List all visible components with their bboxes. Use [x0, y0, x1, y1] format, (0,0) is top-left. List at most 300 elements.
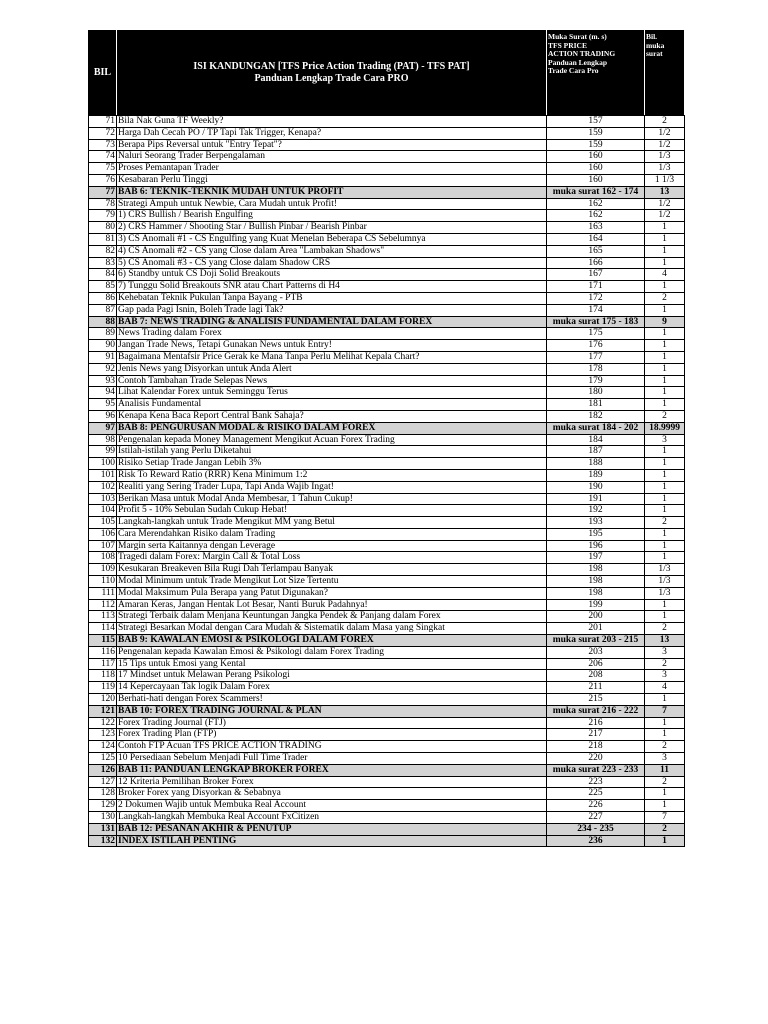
- row-page: 177: [547, 351, 645, 363]
- row-page-count: 7: [645, 812, 685, 824]
- row-number: 83: [89, 257, 117, 269]
- row-number: 94: [89, 387, 117, 399]
- row-number: 80: [89, 222, 117, 234]
- row-page: 216: [547, 717, 645, 729]
- row-page-count: 1/2: [645, 210, 685, 222]
- row-number: 72: [89, 127, 117, 139]
- row-page: 175: [547, 328, 645, 340]
- table-row: [89, 222, 685, 234]
- row-title: Forex Trading Journal (FTJ): [117, 717, 547, 729]
- row-number: 73: [89, 139, 117, 151]
- row-title: Amaran Keras, Jangan Hentak Lot Besar, Nanti Buruk Padahnya!: [117, 599, 547, 611]
- row-page-count: 1: [645, 245, 685, 257]
- row-page: 198: [547, 576, 645, 588]
- row-number: 105: [89, 517, 117, 529]
- row-title: Forex Trading Plan (FTP): [117, 729, 547, 741]
- row-page-count: 1: [645, 363, 685, 375]
- row-number: 89: [89, 328, 117, 340]
- row-title: Tragedi dalam Forex: Margin Call & Total Loss: [117, 552, 547, 564]
- header-page-column: [547, 31, 645, 116]
- row-number: 114: [89, 623, 117, 635]
- row-page: 234 - 235: [547, 823, 645, 835]
- header-bil: BIL: [89, 31, 117, 116]
- row-number: 79: [89, 210, 117, 222]
- row-page: 162: [547, 198, 645, 210]
- row-page-count: 1/2: [645, 139, 685, 151]
- table-row: [89, 375, 685, 387]
- table-row: [89, 552, 685, 564]
- row-number: 95: [89, 399, 117, 411]
- table-row: [89, 599, 685, 611]
- chapter-row: [89, 835, 685, 847]
- row-title: BAB 11: PANDUAN LENGKAP BROKER FOREX: [117, 764, 547, 776]
- row-number: 100: [89, 458, 117, 470]
- row-number: 106: [89, 528, 117, 540]
- row-number: 103: [89, 493, 117, 505]
- row-page: 198: [547, 564, 645, 576]
- table-row: [89, 116, 685, 128]
- table-row: [89, 564, 685, 576]
- table-row: [89, 800, 685, 812]
- row-title: Risiko Setiap Trade Jangan Lebih 3%: [117, 458, 547, 470]
- header-title: [117, 31, 547, 116]
- row-number: 84: [89, 269, 117, 281]
- row-number: 107: [89, 540, 117, 552]
- row-number: 128: [89, 788, 117, 800]
- table-row: [89, 163, 685, 175]
- row-page: 199: [547, 599, 645, 611]
- row-page-count: 2: [645, 823, 685, 835]
- row-title: Langkah-langkah untuk Trade Mengikut MM yang Betul: [117, 517, 547, 529]
- table-row: [89, 517, 685, 529]
- row-page: muka surat 184 - 202: [547, 422, 645, 434]
- table-row: [89, 458, 685, 470]
- row-title: 1) CRS Bullish / Bearish Engulfing: [117, 210, 547, 222]
- header-page-line: TFS PRICE: [548, 40, 587, 50]
- row-page-count: 4: [645, 682, 685, 694]
- table-row: [89, 304, 685, 316]
- table-row: [89, 694, 685, 706]
- row-page: 217: [547, 729, 645, 741]
- row-page-count: 2: [645, 410, 685, 422]
- table-row: [89, 658, 685, 670]
- row-page: 197: [547, 552, 645, 564]
- row-title: Realiti yang Sering Trader Lupa, Tapi Anda Wajib Ingat!: [117, 481, 547, 493]
- table-row: [89, 528, 685, 540]
- row-page: 215: [547, 694, 645, 706]
- row-number: 76: [89, 174, 117, 186]
- row-page-count: 1: [645, 399, 685, 411]
- row-page: 178: [547, 363, 645, 375]
- chapter-row: [89, 823, 685, 835]
- table-row: [89, 245, 685, 257]
- table-row: [89, 198, 685, 210]
- row-number: 92: [89, 363, 117, 375]
- row-title: Kesukaran Breakeven Bila Rugi Dah Terlampau Banyak: [117, 564, 547, 576]
- row-number: 75: [89, 163, 117, 175]
- table-row: [89, 210, 685, 222]
- row-number: 90: [89, 340, 117, 352]
- row-page: 198: [547, 587, 645, 599]
- row-page: 203: [547, 646, 645, 658]
- row-number: 127: [89, 776, 117, 788]
- row-number: 124: [89, 741, 117, 753]
- row-page: 211: [547, 682, 645, 694]
- row-number: 120: [89, 694, 117, 706]
- row-page-count: 1/3: [645, 151, 685, 163]
- row-number: 101: [89, 469, 117, 481]
- row-number: 104: [89, 505, 117, 517]
- row-page-count: 1: [645, 328, 685, 340]
- row-page-count: 1: [645, 304, 685, 316]
- row-page-count: 1/2: [645, 198, 685, 210]
- row-page: 181: [547, 399, 645, 411]
- row-page: 176: [547, 340, 645, 352]
- row-title: Analisis Fundamental: [117, 399, 547, 411]
- row-page: 167: [547, 269, 645, 281]
- row-page-count: 18.9999: [645, 422, 685, 434]
- row-page-count: 1 1/3: [645, 174, 685, 186]
- row-page-count: 1: [645, 505, 685, 517]
- row-title: Margin serta Kaitannya dengan Leverage: [117, 540, 547, 552]
- header-count-column: [645, 31, 685, 116]
- row-page: muka surat 223 - 233: [547, 764, 645, 776]
- row-page: 227: [547, 812, 645, 824]
- row-page-count: 1: [645, 387, 685, 399]
- table-row: [89, 257, 685, 269]
- row-title: Bila Nak Guna TF Weekly?: [117, 116, 547, 128]
- row-page: 174: [547, 304, 645, 316]
- row-number: 99: [89, 446, 117, 458]
- row-page-count: 1: [645, 528, 685, 540]
- table-row: [89, 776, 685, 788]
- row-page-count: 1/3: [645, 564, 685, 576]
- chapter-row: [89, 635, 685, 647]
- row-page: muka surat 175 - 183: [547, 316, 645, 328]
- row-page: 200: [547, 611, 645, 623]
- row-title: Contoh FTP Acuan TFS PRICE ACTION TRADING: [117, 741, 547, 753]
- row-page: 193: [547, 517, 645, 529]
- header-title-line1: ISI KANDUNGAN [TFS Price Action Trading (PAT) - TFS PAT]: [193, 61, 470, 72]
- table-row: [89, 387, 685, 399]
- row-number: 91: [89, 351, 117, 363]
- row-number: 87: [89, 304, 117, 316]
- row-number: 125: [89, 753, 117, 765]
- row-title: Strategi Terbaik dalam Menjana Keuntungan Jangka Pendek & Panjang dalam Forex: [117, 611, 547, 623]
- row-number: 85: [89, 281, 117, 293]
- row-title: Pengenalan kepada Money Management Mengikut Acuan Forex Trading: [117, 434, 547, 446]
- table-row: [89, 434, 685, 446]
- row-title: Harga Dah Cecah PO / TP Tapi Tak Trigger, Kenapa?: [117, 127, 547, 139]
- row-page-count: 2: [645, 658, 685, 670]
- row-title: Lihat Kalendar Forex untuk Seminggu Terus: [117, 387, 547, 399]
- row-page-count: 1: [645, 800, 685, 812]
- row-title: Jenis News yang Disyorkan untuk Anda Alert: [117, 363, 547, 375]
- row-title: BAB 8: PENGURUSAN MODAL & RISIKO DALAM FOREX: [117, 422, 547, 434]
- table-row: [89, 505, 685, 517]
- table-row: [89, 328, 685, 340]
- row-page-count: 1: [645, 458, 685, 470]
- row-number: 111: [89, 587, 117, 599]
- row-page-count: 1: [645, 788, 685, 800]
- row-page: 236: [547, 835, 645, 847]
- row-title: Naluri Seorang Trader Berpengalaman: [117, 151, 547, 163]
- row-page: muka surat 162 - 174: [547, 186, 645, 198]
- table-row: [89, 399, 685, 411]
- row-number: 119: [89, 682, 117, 694]
- row-title: Broker Forex yang Disyorkan & Sebabnya: [117, 788, 547, 800]
- row-page: 163: [547, 222, 645, 234]
- row-page: 164: [547, 233, 645, 245]
- row-page: 157: [547, 116, 645, 128]
- row-page: 196: [547, 540, 645, 552]
- row-page-count: 1: [645, 835, 685, 847]
- row-page-count: 2: [645, 776, 685, 788]
- row-page-count: 1: [645, 340, 685, 352]
- row-page: 159: [547, 139, 645, 151]
- row-page: 190: [547, 481, 645, 493]
- row-page: 162: [547, 210, 645, 222]
- table-row: [89, 493, 685, 505]
- row-page-count: 1: [645, 717, 685, 729]
- row-page: muka surat 203 - 215: [547, 635, 645, 647]
- row-page: 220: [547, 753, 645, 765]
- header-count-line: surat: [646, 49, 663, 58]
- table-row: [89, 269, 685, 281]
- table-row: [89, 646, 685, 658]
- table-row: [89, 469, 685, 481]
- row-title: 2 Dokumen Wajib untuk Membuka Real Account: [117, 800, 547, 812]
- table-row: [89, 410, 685, 422]
- table-row: [89, 340, 685, 352]
- row-page: 182: [547, 410, 645, 422]
- row-page: 184: [547, 434, 645, 446]
- table-row: [89, 611, 685, 623]
- row-page-count: 1: [645, 469, 685, 481]
- row-number: 102: [89, 481, 117, 493]
- row-page-count: 13: [645, 186, 685, 198]
- row-title: Contoh Tambahan Trade Selepas News: [117, 375, 547, 387]
- row-page-count: 1: [645, 446, 685, 458]
- row-page: 191: [547, 493, 645, 505]
- row-title: Pengenalan kepada Kawalan Emosi & Psikologi dalam Forex Trading: [117, 646, 547, 658]
- row-page-count: 3: [645, 434, 685, 446]
- row-page-count: 1: [645, 375, 685, 387]
- row-number: 115: [89, 635, 117, 647]
- row-title: BAB 9: KAWALAN EMOSI & PSIKOLOGI DALAM FOREX: [117, 635, 547, 647]
- row-title: Bagaimana Mentafsir Price Gerak ke Mana Tanpa Perlu Melihat Kepala Chart?: [117, 351, 547, 363]
- row-page: 189: [547, 469, 645, 481]
- row-page-count: 1: [645, 729, 685, 741]
- row-page: 192: [547, 505, 645, 517]
- header-title-line2: Panduan Lengkap Trade Cara PRO: [254, 73, 409, 84]
- row-number: 126: [89, 764, 117, 776]
- row-page-count: 1: [645, 599, 685, 611]
- row-page: muka surat 216 - 222: [547, 705, 645, 717]
- table-row: [89, 812, 685, 824]
- table-header-row: [89, 31, 685, 116]
- row-number: 97: [89, 422, 117, 434]
- row-title: 14 Kepercayaan Tak logik Dalam Forex: [117, 682, 547, 694]
- row-title: Gap pada Pagi Isnin, Boleh Trade lagi Tak?: [117, 304, 547, 316]
- row-title: Berikan Masa untuk Modal Anda Membesar, 1 Tahun Cukup!: [117, 493, 547, 505]
- chapter-row: [89, 705, 685, 717]
- row-title: Risk To Reward Ratio (RRR) Kena Minimum 1:2: [117, 469, 547, 481]
- chapter-row: [89, 764, 685, 776]
- row-page-count: 2: [645, 741, 685, 753]
- row-title: Jangan Trade News, Tetapi Gunakan News untuk Entry!: [117, 340, 547, 352]
- row-title: Kesabaran Perlu Tinggi: [117, 174, 547, 186]
- row-page-count: 3: [645, 753, 685, 765]
- row-page: 187: [547, 446, 645, 458]
- row-page-count: 1: [645, 694, 685, 706]
- table-row: [89, 741, 685, 753]
- row-number: 110: [89, 576, 117, 588]
- row-title: Berapa Pips Reversal untuk "Entry Tepat"?: [117, 139, 547, 151]
- row-number: 132: [89, 835, 117, 847]
- row-title: 3) CS Anomali #1 - CS Engulfing yang Kuat Menelan Beberapa CS Sebelumnya: [117, 233, 547, 245]
- row-title: News Trading dalam Forex: [117, 328, 547, 340]
- row-page-count: 1: [645, 552, 685, 564]
- row-page: 160: [547, 151, 645, 163]
- row-page-count: 2: [645, 623, 685, 635]
- row-page-count: 11: [645, 764, 685, 776]
- row-page-count: 1: [645, 481, 685, 493]
- row-number: 118: [89, 670, 117, 682]
- chapter-row: [89, 186, 685, 198]
- table-of-contents: [88, 30, 685, 847]
- table-row: [89, 753, 685, 765]
- header-count-line: muka: [646, 40, 665, 50]
- row-number: 131: [89, 823, 117, 835]
- table-row: [89, 446, 685, 458]
- row-page: 201: [547, 623, 645, 635]
- row-number: 113: [89, 611, 117, 623]
- row-number: 93: [89, 375, 117, 387]
- header-page-line: Panduan Lengkap: [548, 57, 607, 67]
- row-page-count: 3: [645, 670, 685, 682]
- row-number: 86: [89, 292, 117, 304]
- row-page-count: 1/3: [645, 587, 685, 599]
- row-title: 4) CS Anomali #2 - CS yang Close dalam Area "Lambakan Shadows": [117, 245, 547, 257]
- row-title: Strategi Ampuh untuk Newbie, Cara Mudah untuk Profit!: [117, 198, 547, 210]
- row-title: Modal Maksimum Pula Berapa yang Patut Digunakan?: [117, 587, 547, 599]
- row-title: Modal Minimum untuk Trade Mengikut Lot Size Tertentu: [117, 576, 547, 588]
- table-row: [89, 670, 685, 682]
- row-page-count: 2: [645, 116, 685, 128]
- row-page: 195: [547, 528, 645, 540]
- row-page-count: 1: [645, 540, 685, 552]
- row-page-count: 2: [645, 292, 685, 304]
- row-number: 88: [89, 316, 117, 328]
- chapter-row: [89, 422, 685, 434]
- row-page: 179: [547, 375, 645, 387]
- row-number: 123: [89, 729, 117, 741]
- table-row: [89, 127, 685, 139]
- row-page-count: 1/3: [645, 576, 685, 588]
- row-title: Kenapa Kena Baca Report Central Bank Sahaja?: [117, 410, 547, 422]
- table-row: [89, 682, 685, 694]
- header-page-line: Muka Surat (m. s): [548, 32, 607, 41]
- table-row: [89, 576, 685, 588]
- table-row: [89, 233, 685, 245]
- table-row: [89, 363, 685, 375]
- table-row: [89, 788, 685, 800]
- row-page: 206: [547, 658, 645, 670]
- row-number: 77: [89, 186, 117, 198]
- row-page-count: 1: [645, 351, 685, 363]
- row-title: 7) Tunggu Solid Breakouts SNR atau Chart Patterns di H4: [117, 281, 547, 293]
- row-page: 159: [547, 127, 645, 139]
- row-page: 208: [547, 670, 645, 682]
- row-number: 116: [89, 646, 117, 658]
- table-row: [89, 729, 685, 741]
- row-page-count: 1: [645, 493, 685, 505]
- table-row: [89, 717, 685, 729]
- table-row: [89, 587, 685, 599]
- row-title: Profit 5 - 10% Sebulan Sudah Cukup Hebat!: [117, 505, 547, 517]
- row-title: BAB 10: FOREX TRADING JOURNAL & PLAN: [117, 705, 547, 717]
- header-page-line: ACTION TRADING: [548, 49, 616, 58]
- row-title: 17 Mindset untuk Melawan Perang Psikologi: [117, 670, 547, 682]
- row-title: Proses Pemantapan Trader: [117, 163, 547, 175]
- row-page-count: 9: [645, 316, 685, 328]
- row-page: 180: [547, 387, 645, 399]
- row-title: Istilah-istilah yang Perlu Diketahui: [117, 446, 547, 458]
- row-title: BAB 7: NEWS TRADING & ANALISIS FUNDAMENTAL DALAM FOREX: [117, 316, 547, 328]
- table-body: [89, 116, 685, 847]
- table-row: [89, 139, 685, 151]
- row-number: 117: [89, 658, 117, 670]
- row-page: 225: [547, 788, 645, 800]
- row-title: BAB 6: TEKNIK-TEKNIK MUDAH UNTUK PROFIT: [117, 186, 547, 198]
- table-row: [89, 540, 685, 552]
- row-page: 218: [547, 741, 645, 753]
- table-row: [89, 351, 685, 363]
- row-page-count: 1: [645, 222, 685, 234]
- row-page-count: 1: [645, 281, 685, 293]
- row-page: 223: [547, 776, 645, 788]
- row-number: 112: [89, 599, 117, 611]
- row-page: 165: [547, 245, 645, 257]
- table-row: [89, 481, 685, 493]
- row-number: 82: [89, 245, 117, 257]
- row-title: 6) Standby untuk CS Doji Solid Breakouts: [117, 269, 547, 281]
- table-row: [89, 174, 685, 186]
- row-title: INDEX ISTILAH PENTING: [117, 835, 547, 847]
- row-page: 172: [547, 292, 645, 304]
- row-page-count: 1: [645, 611, 685, 623]
- row-title: 2) CRS Hammer / Shooting Star / Bullish Pinbar / Bearish Pinbar: [117, 222, 547, 234]
- row-page-count: 2: [645, 517, 685, 529]
- chapter-row: [89, 316, 685, 328]
- row-number: 96: [89, 410, 117, 422]
- table-row: [89, 281, 685, 293]
- row-title: 15 Tips untuk Emosi yang Kental: [117, 658, 547, 670]
- row-page: 166: [547, 257, 645, 269]
- row-number: 98: [89, 434, 117, 446]
- row-number: 81: [89, 233, 117, 245]
- row-number: 121: [89, 705, 117, 717]
- row-number: 108: [89, 552, 117, 564]
- table-row: [89, 623, 685, 635]
- row-number: 109: [89, 564, 117, 576]
- header-page-line: Trade Cara Pro: [548, 66, 599, 75]
- row-page-count: 13: [645, 635, 685, 647]
- row-page: 226: [547, 800, 645, 812]
- row-page-count: 4: [645, 269, 685, 281]
- row-page-count: 1/2: [645, 127, 685, 139]
